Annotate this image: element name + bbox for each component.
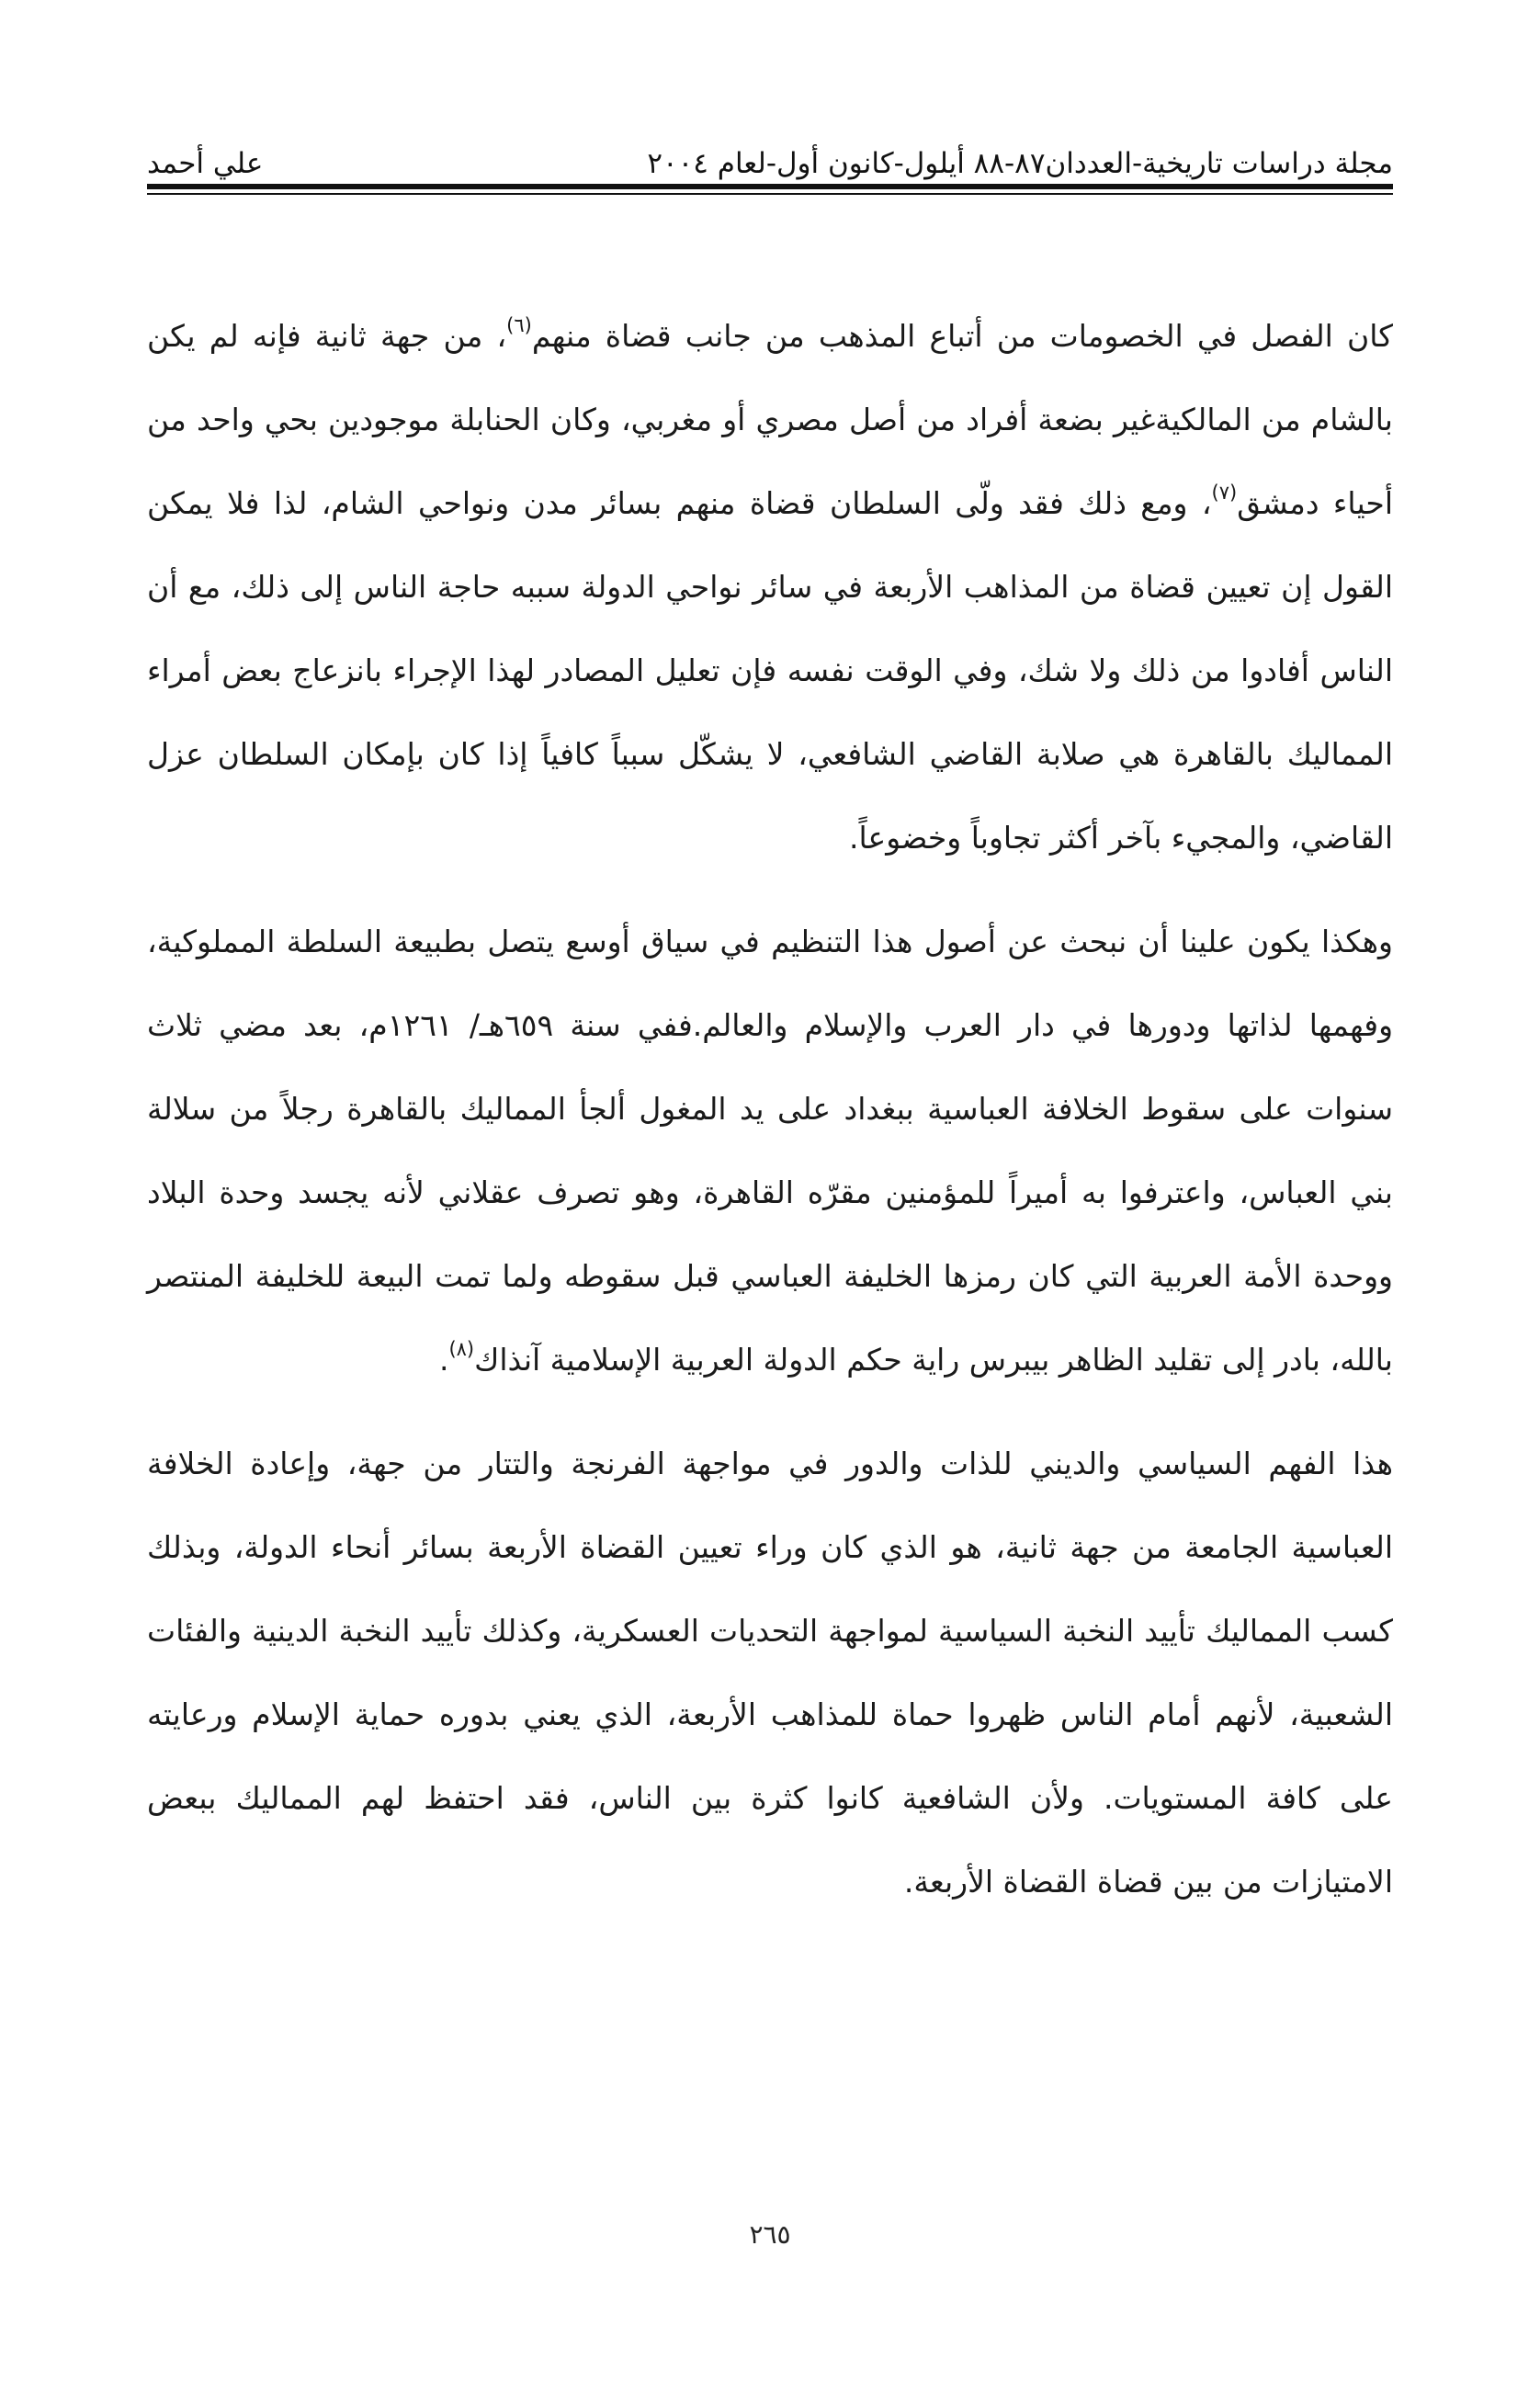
- header-rule-thin: [147, 193, 1393, 195]
- article-body: [147, 294, 1393, 1944]
- paragraph-3: [147, 1422, 1393, 1923]
- paragraph-1-text-b: ، من جهة ثانية فإنه لم يكن بالشام من المالكيةغير بضعة أفراد من أصل مصري أو مغربي، وكان الحنابلة موجودين بحي واحد من أحياء دمشق: [147, 318, 1394, 521]
- paragraph-1-text-c: ، ومع ذلك فقد ولّى السلطان قضاة منهم بسائر مدن ونواحي الشام، لذا فلا يمكن القول إن تعيين قضاة من المذاهب الأربعة في سائر نواحي الدولة سببه حاجة الناس إلى ذلك، مع أن الناس أفادوا من ذلك ولا شك، وفي الوقت نفسه فإن تعليل المصادر لهذا الإجراء بانزعاج بعض أمراء المماليك بالقاهرة هي صلابة القاضي الشافعي، لا يشكّل سبباً كافياً إذا كان بإمكان السلطان عزل القاضي، والمجيء بآخر أكثر تجاوباً وخضوعاً.: [147, 485, 1393, 856]
- paragraph-1: [147, 294, 1393, 879]
- paragraph-2-text-a: وهكذا يكون علينا أن نبحث عن أصول هذا التنظيم في سياق أوسع يتصل بطبيعة السلطة المملوكية، وفهمها لذاتها ودورها في دار العرب والإسلام والعالم.ففي سنة ٦٥٩هـ/ ١٢٦١م، بعد مضي ثلاث سنوات على سقوط الخلافة العباسية ببغداد على يد المغول ألجأ المماليك بالقاهرة رجلاً من سلالة بني العباس، واعترفوا به أميراً للمؤمنين مقرّه القاهرة، وهو تصرف عقلاني لأنه يجسد وحدة البلاد ووحدة الأمة العربية التي كان رمزها الخليفة العباسي قبل سقوطه ولما تمت البيعة للخليفة المنتصر بالله، بادر إلى تقليد الظاهر بيبرس راية حكم الدولة العربية الإسلامية آنذاك: [147, 924, 1393, 1378]
- page-number: ٢٦٥: [749, 2219, 791, 2250]
- paragraph-2-text-b: .: [438, 1342, 449, 1378]
- paragraph-2: [147, 900, 1393, 1401]
- journal-title: مجلة دراسات تاريخية-العددان٨٧-٨٨ أيلول-كانون أول-لعام ٢٠٠٤: [647, 147, 1393, 180]
- footnote-ref-6[interactable]: (٦): [506, 314, 532, 336]
- header-rule-thick: [147, 184, 1393, 189]
- footnote-ref-8[interactable]: (٨): [448, 1338, 475, 1360]
- paragraph-3-text: هذا الفهم السياسي والديني للذات والدور في مواجهة الفرنجة والتتار من جهة، وإعادة الخلافة العباسية الجامعة من جهة ثانية، هو الذي كان وراء تعيين القضاة الأربعة بسائر أنحاء الدولة، وبذلك كسب المماليك تأييد النخبة السياسية لمواجهة التحديات العسكرية، وكذلك تأييد النخبة الدينية والفئات الشعبية، لأنهم أمام الناس ظهروا حماة للمذاهب الأربعة، الذي يعني بدوره حماية الإسلام ورعايته على كافة المستويات. ولأن الشافعية كانوا كثرة بين الناس، فقد احتفظ لهم المماليك ببعض الامتيازات من بين قضاة القضاة الأربعة.: [147, 1446, 1393, 1900]
- running-header: [147, 138, 1393, 180]
- footnote-ref-7[interactable]: (٧): [1211, 482, 1238, 504]
- author-name: علي أحمد: [147, 147, 264, 180]
- header-rule: [147, 184, 1393, 195]
- paragraph-1-text-a: كان الفصل في الخصومات من أتباع المذهب من جانب قضاة منهم: [531, 318, 1393, 354]
